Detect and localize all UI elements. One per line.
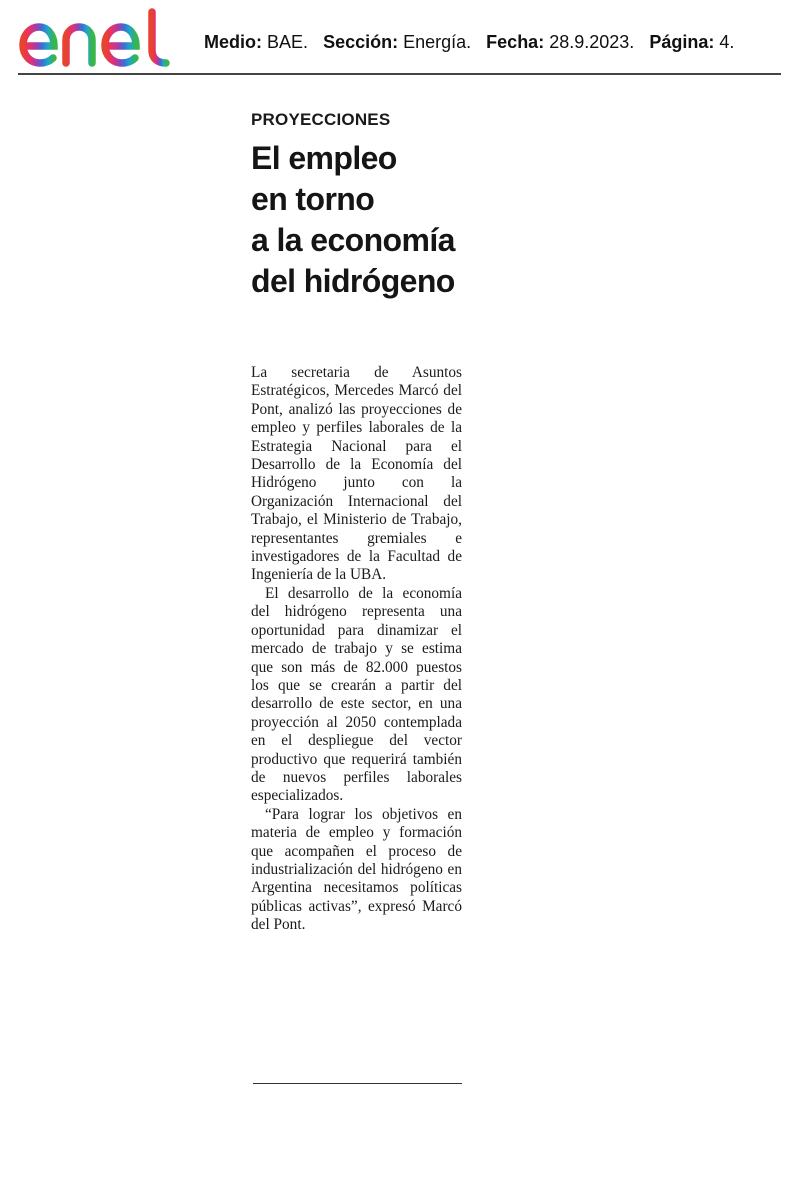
fecha-label: Fecha: xyxy=(486,32,545,52)
fecha-value: 28.9.2023. xyxy=(549,32,635,52)
medio-value: BAE. xyxy=(267,32,309,52)
medio-label: Medio: xyxy=(204,32,262,52)
headline-line: a la economía xyxy=(251,222,455,258)
article-end-rule xyxy=(253,1083,462,1084)
seccion-label: Sección: xyxy=(323,32,399,52)
seccion-value: Energía. xyxy=(403,32,472,52)
clipping-meta xyxy=(204,32,734,53)
section-label: PROYECCIONES xyxy=(251,110,391,129)
headline-line: del hidrógeno xyxy=(251,263,455,299)
pagina-label: Página: xyxy=(649,32,715,52)
body-paragraph: El desarrollo de la economía del hidrógeno representa una oportunidad para dinamizar el mercado de trabajo y se estima que son más de 82.000 puestos los que se crearán a partir del desarrollo de este sector, en una proyección al 2050 contemplada en el despliegue del vector productivo que requerirá también de nuevos perfiles laborales especializados. xyxy=(251,584,462,805)
header-divider xyxy=(18,73,781,75)
headline-line: El empleo xyxy=(251,140,397,176)
article-body xyxy=(251,364,462,935)
headline-line: en torno xyxy=(251,181,375,217)
pagina-value: 4. xyxy=(719,32,735,52)
body-paragraph: La secretaria de Asuntos Estratégicos, Mercedes Marcó del Pont, analizó las proyecciones de empleo y perfiles laborales de la Estrategia Nacional para el Desarrollo de la Economía del Hidrógeno junto con la Organización Internacional del Trabajo, el Ministerio de Trabajo, representantes gremiales e investigadores de la Facultad de Ingeniería de la UBA. xyxy=(251,364,462,584)
headline xyxy=(251,138,463,302)
body-paragraph: “Para lograr los objetivos en materia de empleo y formación que acompañen el proceso de industrialización del hidrógeno en Argentina necesitamos políticas públicas activas”, expresó Marcó del Pont. xyxy=(251,805,462,934)
clipping-header xyxy=(18,8,780,74)
article-heading xyxy=(251,110,463,302)
enel-logo xyxy=(18,8,180,68)
